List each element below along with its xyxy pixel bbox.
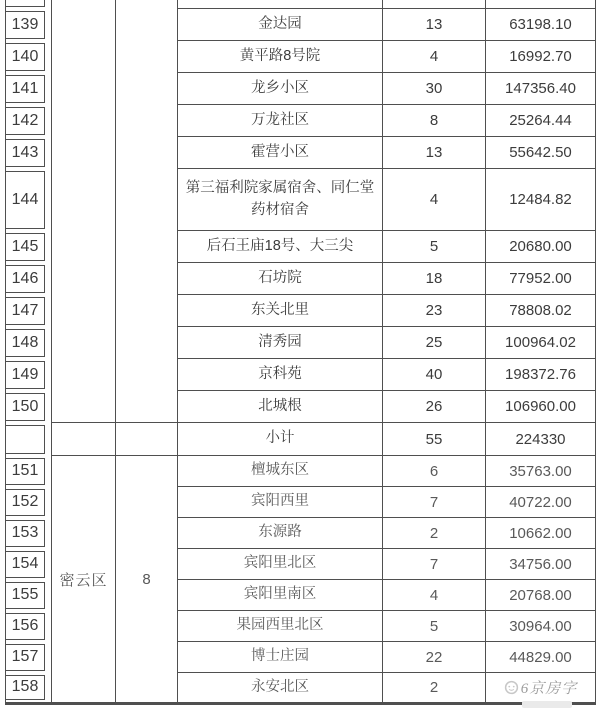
- amount-cell: 40722.00: [486, 487, 596, 518]
- row-number-cell: [6, 231, 52, 263]
- unit-count-cell: [383, 0, 486, 9]
- row-number-cell: [6, 73, 52, 105]
- row-number-box: 147: [6, 297, 45, 325]
- community-name-cell: [178, 0, 383, 9]
- row-number-cell: [6, 359, 52, 391]
- community-name-cell: 石坊院: [178, 263, 383, 295]
- row-number-box: 144: [6, 171, 45, 229]
- unit-count-cell: 6: [383, 456, 486, 487]
- row-number-cell: [6, 105, 52, 137]
- table-page: [5, 0, 596, 705]
- district-count-cell: 8: [116, 456, 178, 704]
- row-number-box: 149: [6, 361, 45, 389]
- row-number-box: 157: [6, 644, 45, 671]
- row-number-box: 154: [6, 551, 45, 578]
- row-number-cell: [6, 391, 52, 423]
- row-number-box: 140: [6, 43, 45, 71]
- unit-count-cell: 2: [383, 673, 486, 704]
- row-number-box: 158: [6, 675, 45, 701]
- table-body: [6, 0, 596, 704]
- row-number-cell: [6, 456, 52, 487]
- row-number-cell: [6, 642, 52, 673]
- community-name-cell: 北城根: [178, 391, 383, 423]
- community-name-cell: 博士庄园: [178, 642, 383, 673]
- community-name-cell: 宾阳西里: [178, 487, 383, 518]
- amount-cell: 20680.00: [486, 231, 596, 263]
- district-cell-empty: [52, 0, 116, 423]
- amount-cell: 16992.70: [486, 41, 596, 73]
- row-number-cell: [6, 611, 52, 642]
- community-name-cell: 宾阳里北区: [178, 549, 383, 580]
- amount-cell: 34756.00: [486, 549, 596, 580]
- jingfangzi-watermark: [504, 677, 578, 698]
- amount-cell: 100964.02: [486, 327, 596, 359]
- unit-count-cell: 4: [383, 580, 486, 611]
- amount-cell: 12484.82: [486, 169, 596, 231]
- row-number-box: 139: [6, 11, 45, 39]
- row-number-cell: [6, 580, 52, 611]
- row-number-cell: [6, 137, 52, 169]
- row-number-box: 151: [6, 458, 45, 485]
- row-number-cell: [6, 263, 52, 295]
- district-cell-empty: [52, 423, 116, 456]
- row-number-box: 153: [6, 520, 45, 547]
- community-name-cell: 永安北区: [178, 673, 383, 704]
- unit-count-cell: 22: [383, 642, 486, 673]
- amount-cell: 55642.50: [486, 137, 596, 169]
- subtotal-count-cell: 55: [383, 423, 486, 456]
- unit-count-cell: 18: [383, 263, 486, 295]
- district-count-cell-empty: [116, 423, 178, 456]
- community-name-cell: 檀城东区: [178, 456, 383, 487]
- unit-count-cell: 5: [383, 231, 486, 263]
- row-number-cell: [6, 487, 52, 518]
- amount-cell: 63198.10: [486, 9, 596, 41]
- unit-count-cell: 8: [383, 105, 486, 137]
- unit-count-cell: 23: [383, 295, 486, 327]
- row-number-cell: [6, 169, 52, 231]
- subtotal-amount-cell: 224330: [486, 423, 596, 456]
- row-number-box: 150: [6, 393, 45, 421]
- table-row-partial-top: [6, 0, 596, 9]
- unit-count-cell: 2: [383, 518, 486, 549]
- unit-count-cell: 7: [383, 549, 486, 580]
- district-cell: 密云区: [52, 456, 116, 704]
- amount-cell: 35763.00: [486, 456, 596, 487]
- row-number-cell: [6, 423, 52, 456]
- subtotal-row: [6, 423, 596, 456]
- amount-cell: 147356.40: [486, 73, 596, 105]
- amount-cell: 25264.44: [486, 105, 596, 137]
- unit-count-cell: 7: [383, 487, 486, 518]
- community-name-cell: 宾阳里南区: [178, 580, 383, 611]
- unit-count-cell: 40: [383, 359, 486, 391]
- amount-cell: 78808.02: [486, 295, 596, 327]
- amount-cell: 44829.00: [486, 642, 596, 673]
- amount-cell: 20768.00: [486, 580, 596, 611]
- unit-count-cell: 30: [383, 73, 486, 105]
- jingfangzi-logo-icon: [504, 680, 519, 695]
- community-name-cell: 京科苑: [178, 359, 383, 391]
- unit-count-cell: 26: [383, 391, 486, 423]
- unit-count-cell: 4: [383, 169, 486, 231]
- row-number-box: 156: [6, 613, 45, 640]
- community-name-cell: 万龙社区: [178, 105, 383, 137]
- community-name-cell: 果园西里北区: [178, 611, 383, 642]
- community-name-cell: 后石王庙18号、大三尖: [178, 231, 383, 263]
- row-number-cell: [6, 41, 52, 73]
- row-number-cell: [6, 0, 52, 9]
- amount-cell-watermarked: [486, 673, 596, 704]
- row-number-cell: [6, 9, 52, 41]
- unit-count-cell: 4: [383, 41, 486, 73]
- amount-cell: [486, 0, 596, 9]
- row-number-box: 142: [6, 107, 45, 135]
- unit-count-cell: 25: [383, 327, 486, 359]
- amount-cell: 106960.00: [486, 391, 596, 423]
- amount-cell: 30964.00: [486, 611, 596, 642]
- amount-cell: 10662.00: [486, 518, 596, 549]
- unit-count-cell: 5: [383, 611, 486, 642]
- amount-cell: 198372.76: [486, 359, 596, 391]
- row-number-box: 146: [6, 265, 45, 293]
- community-name-cell: 龙乡小区: [178, 73, 383, 105]
- unit-count-cell: 13: [383, 9, 486, 41]
- amount-cell: 77952.00: [486, 263, 596, 295]
- row-number-cell: [6, 295, 52, 327]
- community-name-cell: 第三福利院家属宿舍、同仁堂药材宿舍: [178, 169, 383, 231]
- watermark-smudge: [522, 701, 572, 708]
- community-roster-table: [5, 0, 596, 705]
- community-name-cell: 金达园: [178, 9, 383, 41]
- row-number-box: 141: [6, 75, 45, 103]
- row-number-box: 152: [6, 489, 45, 516]
- watermark-text: 6京房字: [520, 680, 578, 697]
- district-count-cell-empty: [116, 0, 178, 423]
- community-name-cell: 东源路: [178, 518, 383, 549]
- row-number-box: 155: [6, 582, 45, 609]
- community-name-cell: 清秀园: [178, 327, 383, 359]
- row-number-box: 145: [6, 233, 45, 261]
- unit-count-cell: 13: [383, 137, 486, 169]
- community-name-cell: 黄平路8号院: [178, 41, 383, 73]
- row-number-box: 143: [6, 139, 45, 167]
- row-number-cell: [6, 327, 52, 359]
- table-row: [6, 456, 596, 487]
- row-number-cell: [6, 549, 52, 580]
- row-number-cell: [6, 518, 52, 549]
- community-name-cell: 东关北里: [178, 295, 383, 327]
- community-name-cell: 霍营小区: [178, 137, 383, 169]
- row-number-box: 148: [6, 329, 45, 357]
- row-number-cell: [6, 673, 52, 704]
- subtotal-label-cell: 小计: [178, 423, 383, 456]
- row-number-box: [6, 425, 45, 454]
- row-number-box: [6, 0, 45, 7]
